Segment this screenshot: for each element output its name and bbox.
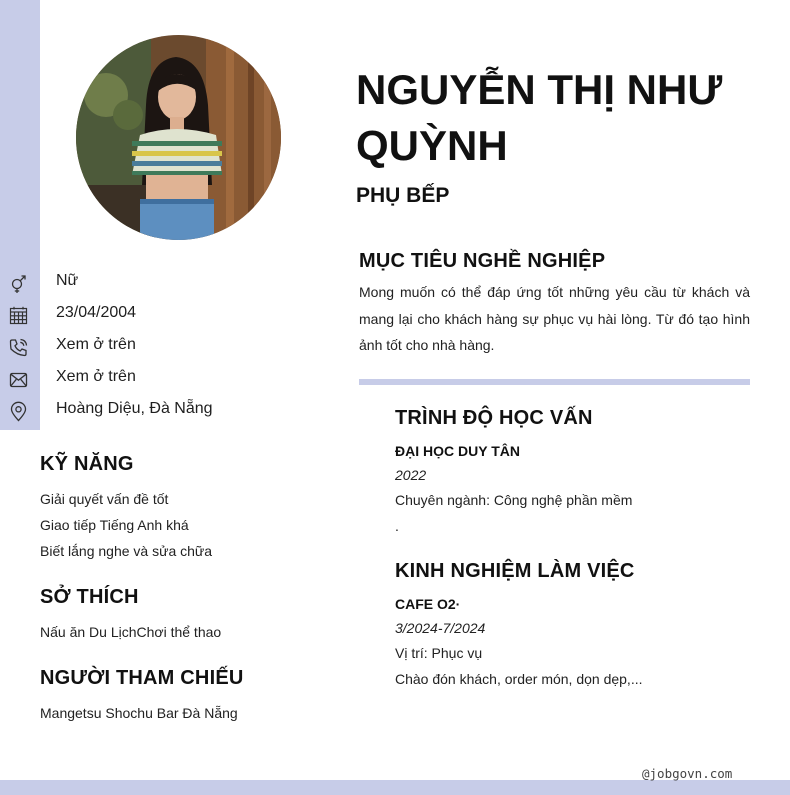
experience-period: 3/2024-7/2024 xyxy=(395,620,486,636)
email-value: Xem ở trên xyxy=(56,368,136,385)
info-row-address xyxy=(0,394,340,426)
education-note: . xyxy=(395,518,399,534)
gender-value: Nữ xyxy=(56,272,79,289)
phone-icon xyxy=(8,337,29,358)
personal-info-list xyxy=(0,266,340,426)
footer-accent-strip xyxy=(0,780,790,795)
section-divider xyxy=(359,379,750,385)
objective-title: MỤC TIÊU NGHỀ NGHIỆP xyxy=(359,250,606,272)
hobby-item: Nấu ăn Du LịchChơi thể thao xyxy=(40,624,222,640)
skills-title: KỸ NĂNG xyxy=(40,453,134,475)
skill-item: Giải quyết vấn đề tốt xyxy=(40,491,169,507)
experience-position: Vị trí: Phục vụ xyxy=(395,645,483,661)
school-name: ĐẠI HỌC DUY TÂN xyxy=(395,443,520,459)
education-major: Chuyên ngành: Công nghệ phần mềm xyxy=(395,492,633,508)
candidate-name: NGUYỄN THỊ NHƯ QUỲNH xyxy=(356,66,723,169)
site-watermark: @jobgovn.com xyxy=(642,766,733,781)
info-row-email xyxy=(0,362,340,394)
education-section xyxy=(395,407,755,539)
address-value: Hoàng Diệu, Đà Nẵng xyxy=(56,400,213,417)
calendar-icon xyxy=(8,305,29,326)
skill-item: Biết lắng nghe và sửa chữa xyxy=(40,543,213,559)
experience-description: Chào đón khách, order món, dọn dẹp,... xyxy=(395,671,643,687)
birthdate-value: 23/04/2004 xyxy=(56,304,137,321)
info-row-gender xyxy=(0,266,340,298)
info-row-birthdate xyxy=(0,298,340,330)
skills-section xyxy=(40,453,340,564)
reference-item: Mangetsu Shochu Bar Đà Nẵng xyxy=(40,705,238,721)
skill-item: Giao tiếp Tiếng Anh khá xyxy=(40,517,189,533)
hobbies-title: SỞ THÍCH xyxy=(40,586,139,608)
gender-icon xyxy=(8,273,29,294)
references-title: NGƯỜI THAM CHIẾU xyxy=(40,667,244,689)
hobbies-section xyxy=(40,586,340,645)
mail-icon xyxy=(8,369,29,390)
references-section xyxy=(40,667,340,726)
experience-section xyxy=(395,560,755,692)
location-pin-icon xyxy=(8,401,29,422)
objective-text: Mong muốn có thể đáp ứng tốt những yêu cầu từ khách và mang lại cho khách hàng sự phục vụ hài lòng. Từ đó tạo hình ảnh tốt cho nhà hàng. xyxy=(359,284,750,353)
objective-section xyxy=(359,250,750,359)
company-name: CAFE O2· xyxy=(395,596,461,612)
job-title: PHỤ BẾP xyxy=(356,184,450,207)
experience-title: KINH NGHIỆM LÀM VIỆC xyxy=(395,560,635,582)
education-title: TRÌNH ĐỘ HỌC VẤN xyxy=(395,407,593,429)
profile-photo xyxy=(76,35,281,240)
info-row-phone xyxy=(0,330,340,362)
phone-value: Xem ở trên xyxy=(56,336,136,353)
education-year: 2022 xyxy=(395,467,427,483)
